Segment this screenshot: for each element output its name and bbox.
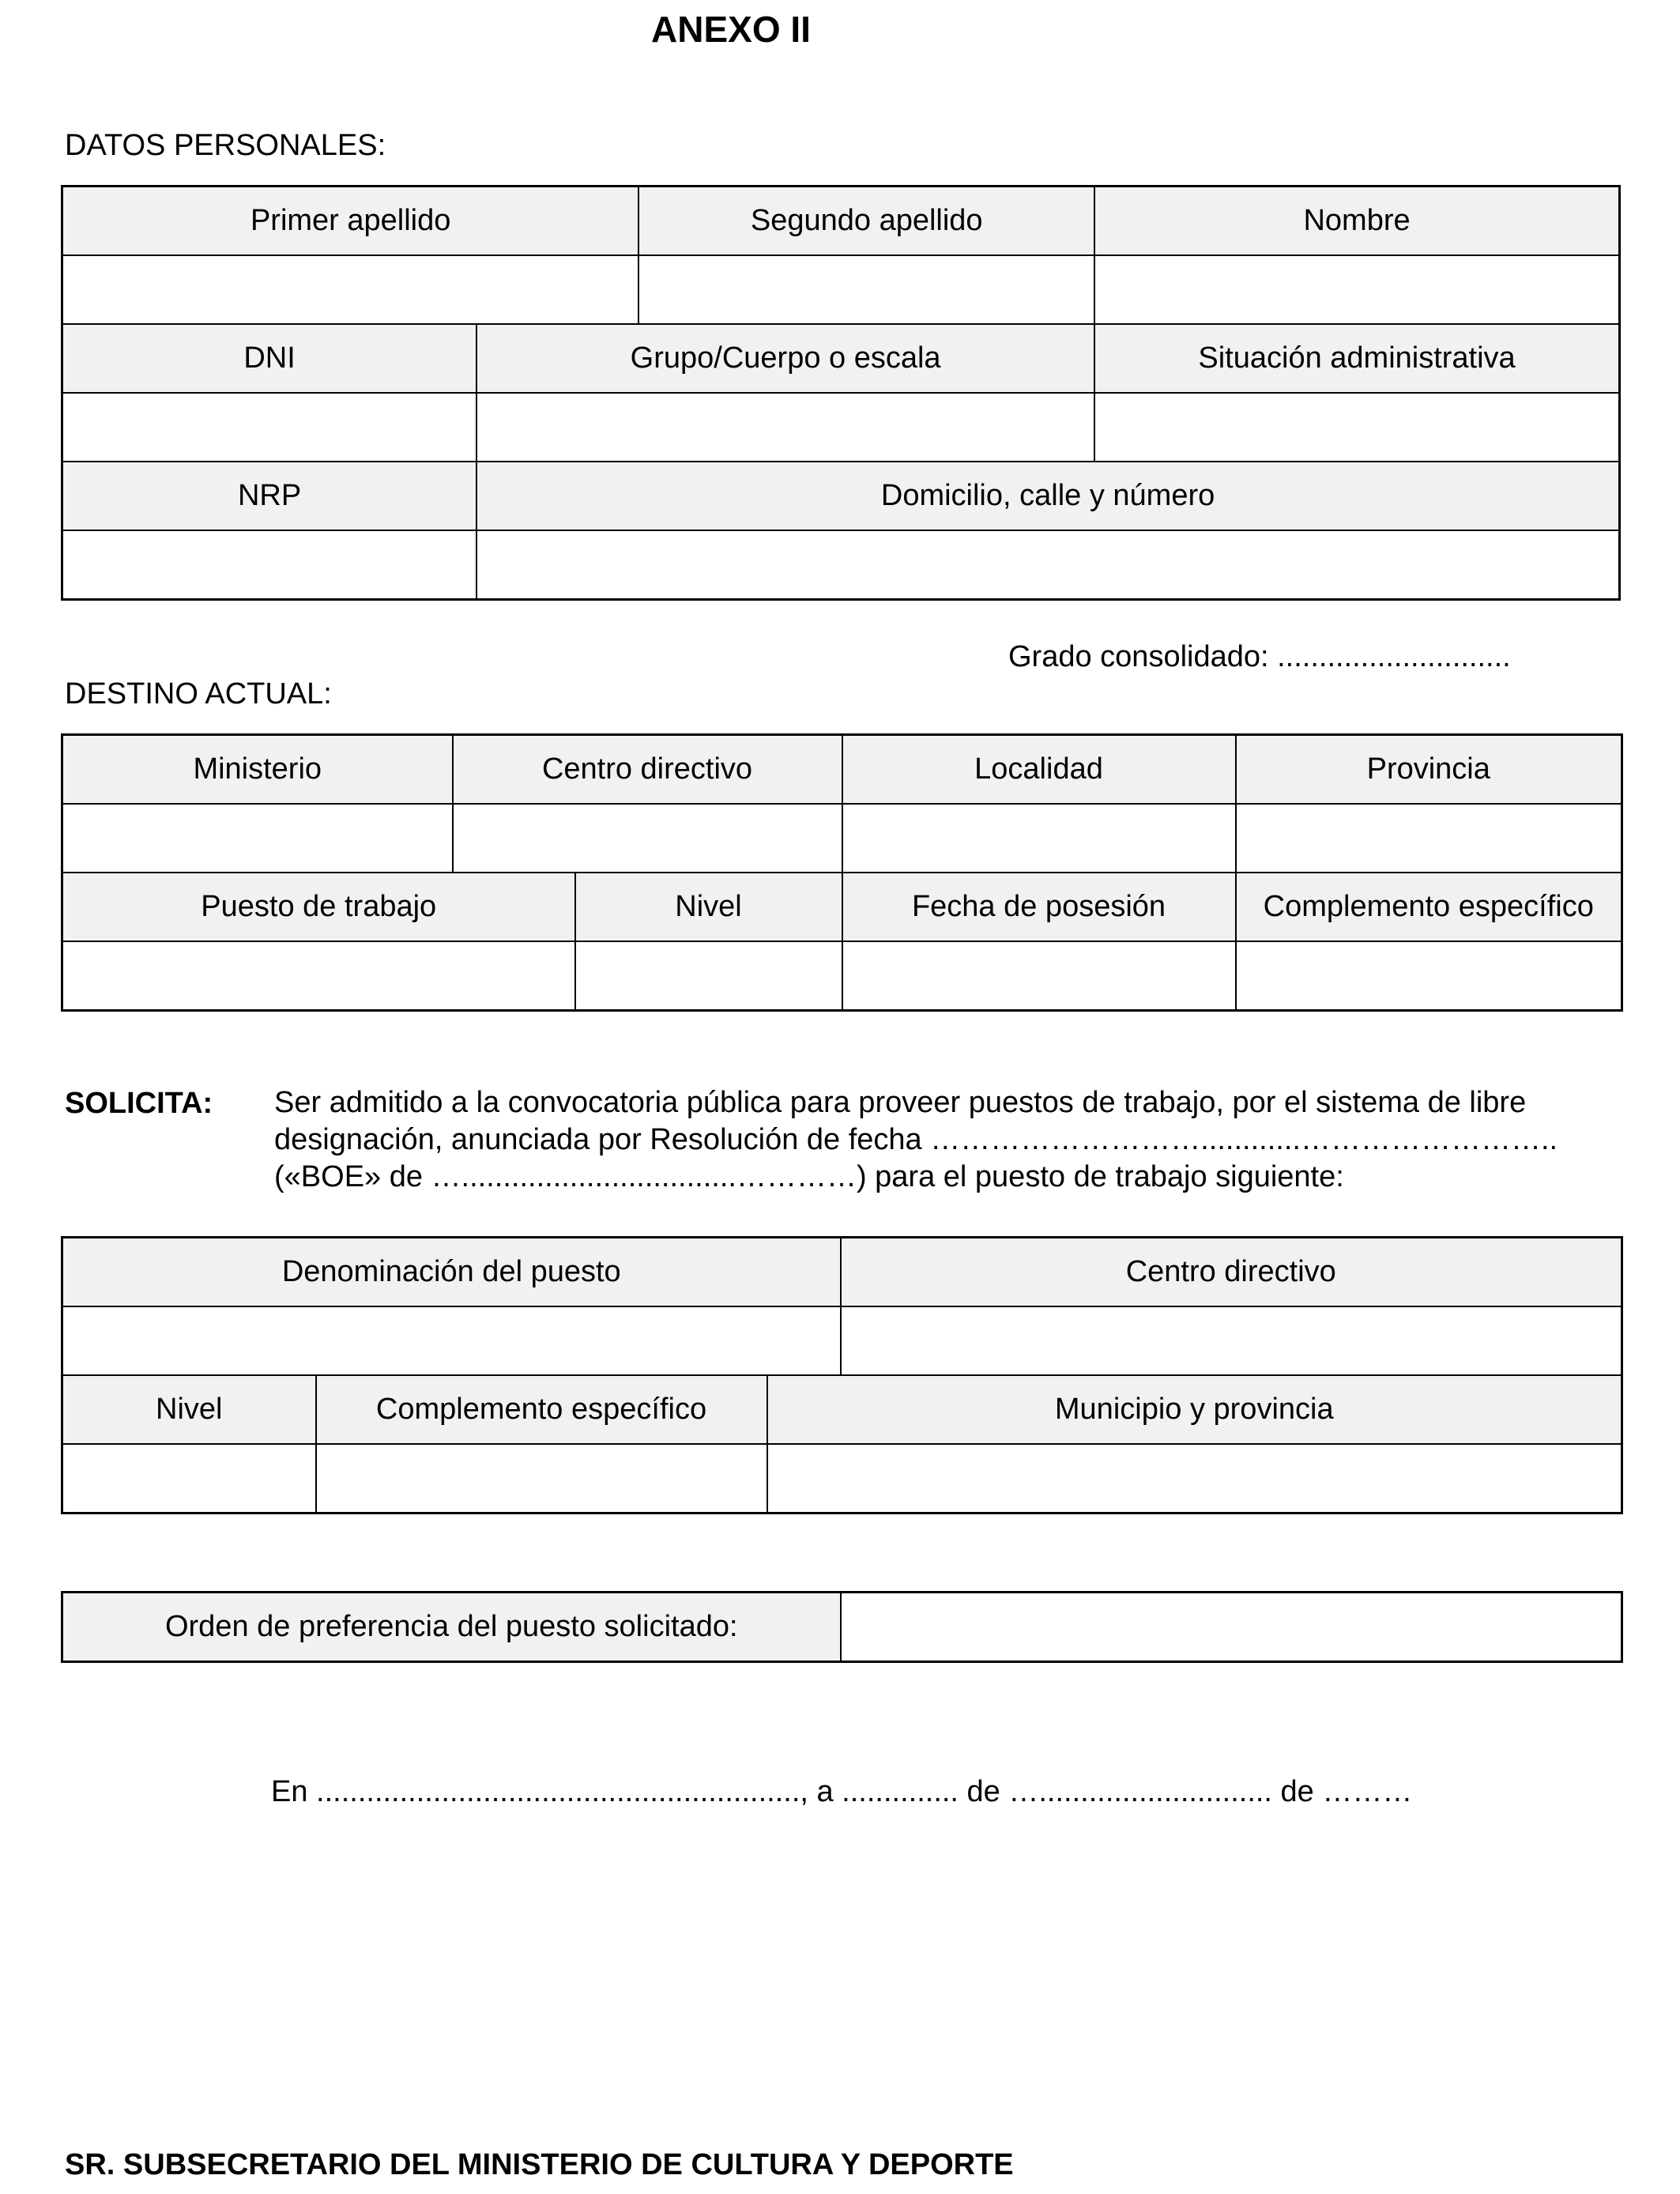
header-localidad: Localidad — [842, 735, 1236, 805]
destinatario-footer: SR. SUBSECRETARIO DEL MINISTERIO DE CULTURA Y DEPORTE — [65, 2148, 1014, 2181]
header-nrp: NRP — [62, 462, 477, 530]
header-centro-directivo-puesto: Centro directivo — [841, 1238, 1622, 1307]
field-nivel-puesto[interactable] — [62, 1444, 316, 1514]
field-centro-directivo-puesto[interactable] — [841, 1306, 1622, 1375]
field-dni[interactable] — [62, 393, 477, 462]
header-primer-apellido: Primer apellido — [62, 187, 639, 256]
solicita-line-2: designación, anunciada por Resolución de fecha ………………………............…………………….. — [274, 1123, 1558, 1156]
header-provincia: Provincia — [1236, 735, 1622, 805]
header-segundo-apellido: Segundo apellido — [638, 187, 1094, 256]
field-nombre[interactable] — [1094, 255, 1619, 324]
header-dni: DNI — [62, 324, 477, 393]
header-nivel: Nivel — [575, 873, 842, 941]
header-ministerio: Ministerio — [62, 735, 453, 805]
field-complemento-especifico[interactable] — [1236, 941, 1622, 1011]
solicita-line-3: («BOE» de ….................................…………) para el puesto de trabajo siguiente: — [274, 1160, 1344, 1193]
datos-personales-table — [61, 185, 1621, 601]
header-nombre: Nombre — [1094, 187, 1619, 256]
field-municipio-provincia[interactable] — [767, 1444, 1622, 1514]
page-title: ANEXO II — [651, 9, 811, 50]
field-puesto-de-trabajo[interactable] — [62, 941, 575, 1011]
header-nivel-puesto: Nivel — [62, 1375, 316, 1444]
solicita-label: SOLICITA: — [65, 1087, 213, 1120]
header-municipio-provincia: Municipio y provincia — [767, 1375, 1622, 1444]
orden-preferencia-table — [61, 1591, 1623, 1663]
lugar-fecha-line: En .........................................................., a .............. de …............................ de ……… — [271, 1775, 1413, 1808]
header-fecha-posesion: Fecha de posesión — [842, 873, 1236, 941]
field-centro-directivo[interactable] — [453, 804, 842, 873]
field-ministerio[interactable] — [62, 804, 453, 873]
field-segundo-apellido[interactable] — [638, 255, 1094, 324]
field-nrp[interactable] — [62, 530, 477, 600]
field-complemento-puesto[interactable] — [316, 1444, 767, 1514]
field-denominacion-puesto[interactable] — [62, 1306, 841, 1375]
header-complemento-especifico: Complemento específico — [1236, 873, 1622, 941]
header-grupo-cuerpo: Grupo/Cuerpo o escala — [477, 324, 1094, 393]
solicita-text — [274, 1084, 1633, 1196]
grado-consolidado: Grado consolidado: ............................ — [1008, 640, 1511, 673]
field-primer-apellido[interactable] — [62, 255, 639, 324]
field-orden-preferencia[interactable] — [841, 1593, 1622, 1662]
header-complemento-puesto: Complemento específico — [316, 1375, 767, 1444]
header-puesto-de-trabajo: Puesto de trabajo — [62, 873, 575, 941]
orden-preferencia-label: Orden de preferencia del puesto solicitado: — [62, 1593, 841, 1662]
field-provincia[interactable] — [1236, 804, 1622, 873]
header-denominacion-puesto: Denominación del puesto — [62, 1238, 841, 1307]
field-situacion-administrativa[interactable] — [1094, 393, 1619, 462]
field-fecha-posesion[interactable] — [842, 941, 1236, 1011]
header-centro-directivo: Centro directivo — [453, 735, 842, 805]
header-situacion-administrativa: Situación administrativa — [1094, 324, 1619, 393]
destino-actual-table — [61, 733, 1623, 1012]
datos-personales-heading: DATOS PERSONALES: — [65, 129, 386, 162]
field-grupo-cuerpo[interactable] — [477, 393, 1094, 462]
field-nivel[interactable] — [575, 941, 842, 1011]
puesto-solicitado-table — [61, 1236, 1623, 1514]
header-domicilio: Domicilio, calle y número — [477, 462, 1619, 530]
field-localidad[interactable] — [842, 804, 1236, 873]
solicita-line-1: Ser admitido a la convocatoria pública para proveer puestos de trabajo, por el sistema de libre — [274, 1086, 1527, 1119]
destino-actual-heading: DESTINO ACTUAL: — [65, 677, 332, 711]
field-domicilio[interactable] — [477, 530, 1619, 600]
